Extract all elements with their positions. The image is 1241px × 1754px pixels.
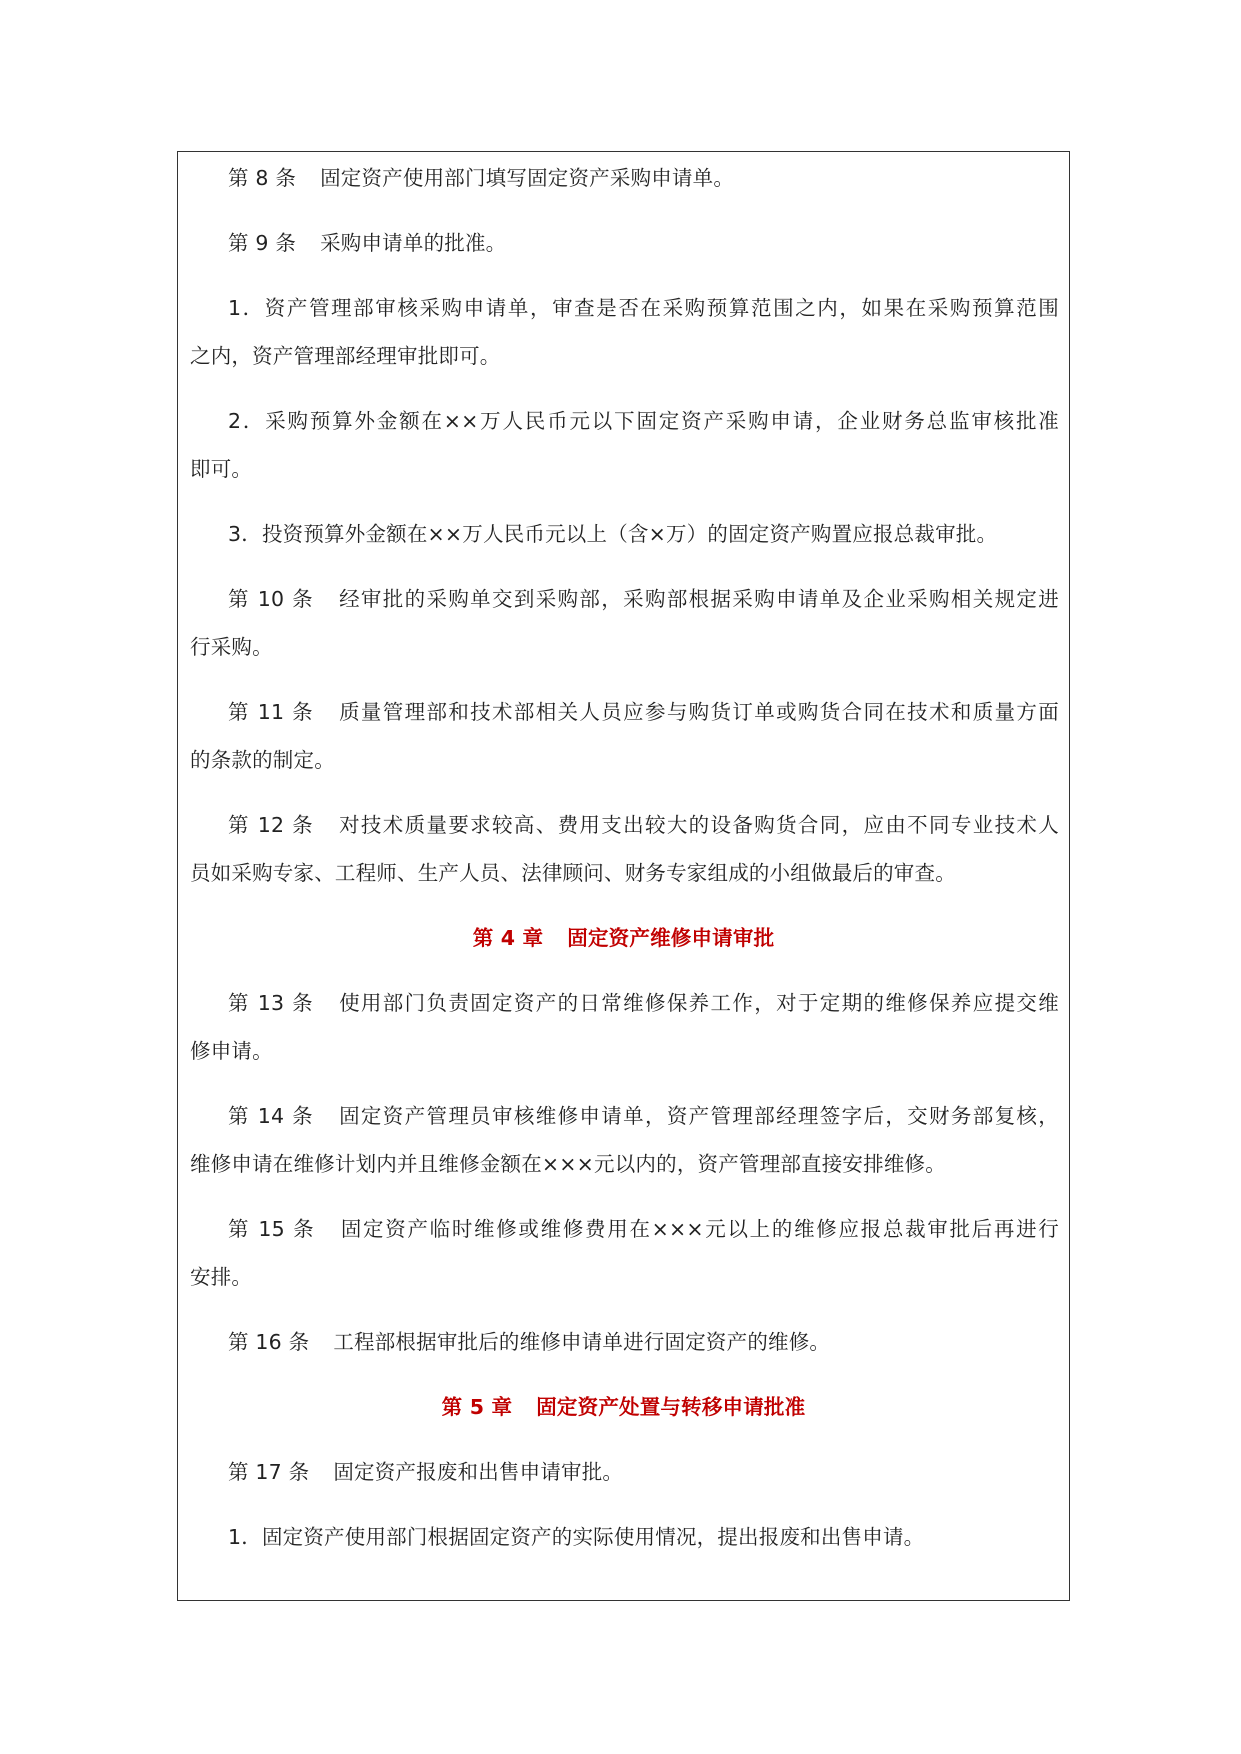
article-label: 第 13 条 bbox=[228, 991, 314, 1015]
article-text: 固定资产管理员审核维修申请单，资产管理部经理签字后，交财务部复核， bbox=[337, 1104, 1059, 1128]
item-9-2-line2: 即可。 bbox=[190, 457, 253, 481]
article-12-line2: 员如采购专家、工程师、生产人员、法律顾问、财务专家组成的小组做最后的审查。 bbox=[190, 861, 956, 885]
article-label: 第 12 条 bbox=[228, 813, 314, 837]
chapter-4-heading bbox=[178, 924, 1069, 952]
chapter-title: 固定资产处置与转移申请批准 bbox=[536, 1395, 806, 1419]
article-label: 第 14 条 bbox=[228, 1104, 314, 1128]
article-13-line2: 修申请。 bbox=[190, 1039, 273, 1063]
item-9-1-line1: 1．资产管理部审核采购申请单，审查是否在采购预算范围之内，如果在采购预算范围 bbox=[228, 296, 1059, 320]
chapter-label: 第 5 章 bbox=[441, 1395, 513, 1419]
article-label: 第 16 条 bbox=[228, 1330, 310, 1354]
document-frame bbox=[177, 151, 1070, 1601]
article-8 bbox=[228, 164, 1059, 192]
article-15-line1 bbox=[228, 1215, 1059, 1243]
article-label: 第 11 条 bbox=[228, 700, 314, 724]
item-17-1-line1: 1．固定资产使用部门根据固定资产的实际使用情况，提出报废和出售申请。 bbox=[228, 1525, 925, 1549]
chapter-title: 固定资产维修申请审批 bbox=[567, 926, 775, 950]
article-9 bbox=[228, 229, 1059, 257]
article-label: 第 9 条 bbox=[228, 231, 297, 255]
chapter-label: 第 4 章 bbox=[472, 926, 544, 950]
article-11-line2: 的条款的制定。 bbox=[190, 748, 335, 772]
article-14-line1 bbox=[228, 1102, 1059, 1130]
article-label: 第 10 条 bbox=[228, 587, 314, 611]
chapter-5-heading bbox=[178, 1393, 1069, 1421]
article-label: 第 8 条 bbox=[228, 166, 297, 190]
article-12-line1 bbox=[228, 811, 1059, 839]
article-10-line2: 行采购。 bbox=[190, 635, 273, 659]
article-text: 对技术质量要求较高、费用支出较大的设备购货合同，应由不同专业技术人 bbox=[337, 813, 1059, 837]
article-text: 使用部门负责固定资产的日常维修保养工作，对于定期的维修保养应提交维 bbox=[337, 991, 1059, 1015]
article-label: 第 15 条 bbox=[228, 1217, 316, 1241]
article-15-line2: 安排。 bbox=[190, 1265, 253, 1289]
article-16 bbox=[228, 1328, 1059, 1356]
article-text: 工程部根据审批后的维修申请单进行固定资产的维修。 bbox=[333, 1330, 831, 1354]
article-text: 经审批的采购单交到采购部，采购部根据采购申请单及企业采购相关规定进 bbox=[337, 587, 1059, 611]
article-17 bbox=[228, 1458, 1059, 1486]
article-text: 固定资产临时维修或维修费用在×××元以上的维修应报总裁审批后再进行 bbox=[339, 1217, 1059, 1241]
article-text: 固定资产使用部门填写固定资产采购申请单。 bbox=[320, 166, 735, 190]
article-11-line1 bbox=[228, 698, 1059, 726]
item-9-2-line1: 2．采购预算外金额在××万人民币元以下固定资产采购申请，企业财务总监审核批准 bbox=[228, 409, 1059, 433]
article-label: 第 17 条 bbox=[228, 1460, 310, 1484]
article-text: 固定资产报废和出售申请审批。 bbox=[333, 1460, 624, 1484]
article-10-line1 bbox=[228, 585, 1059, 613]
article-text: 采购申请单的批准。 bbox=[320, 231, 507, 255]
article-13-line1 bbox=[228, 989, 1059, 1017]
item-9-3-line1: 3．投资预算外金额在××万人民币元以上（含×万）的固定资产购置应报总裁审批。 bbox=[228, 522, 998, 546]
article-text: 质量管理部和技术部相关人员应参与购货订单或购货合同在技术和质量方面 bbox=[337, 700, 1059, 724]
article-14-line2: 维修申请在维修计划内并且维修金额在×××元以内的，资产管理部直接安排维修。 bbox=[190, 1152, 946, 1176]
item-9-1-line2: 之内，资产管理部经理审批即可。 bbox=[190, 344, 501, 368]
